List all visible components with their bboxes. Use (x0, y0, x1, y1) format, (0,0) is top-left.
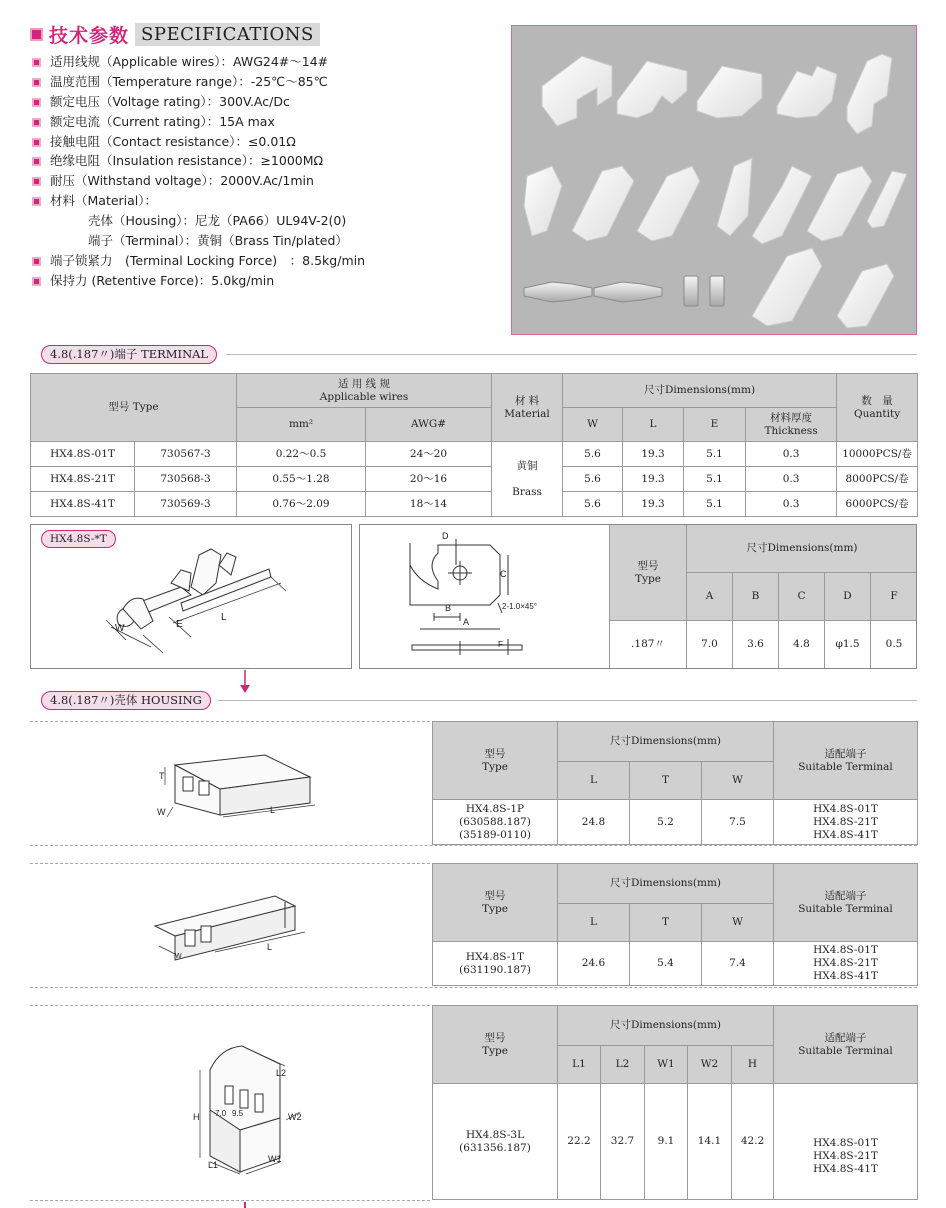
dashed-divider (30, 721, 430, 722)
col-header-suitable: 适配端子 Suitable Terminal (774, 864, 918, 942)
col-header-l: L (623, 408, 684, 442)
spec-item: 适用线规（Applicable wires）：AWG24#～14# (32, 52, 502, 72)
col-header-thickness: 材料厚度 Thickness (746, 408, 837, 442)
spec-item: 材料（Material）： (32, 191, 502, 211)
col-header-type: 型号 Type (610, 525, 687, 621)
col-header-material: 材 料 Material (492, 374, 563, 442)
material-cell: 黄铜 Brass (492, 442, 563, 517)
square-bullet-icon (32, 98, 41, 107)
square-bullet-icon (32, 118, 41, 127)
col-header-dimensions: 尺寸Dimensions(mm) (687, 525, 918, 573)
product-photo-illustration (512, 26, 916, 334)
detail-label-f: F (498, 640, 503, 649)
square-bullet-icon (32, 78, 41, 87)
svg-text:T: T (159, 771, 165, 781)
col-header-dimensions: 尺寸Dimensions(mm) (558, 1006, 774, 1046)
square-bullet-icon (32, 277, 41, 286)
svg-text:L: L (270, 805, 276, 815)
table-row: HX4.8S-21T 730568-3 0.55～1.28 20～16 5.6 19.3 5.1 0.3 8000PCS/卷 (31, 467, 918, 492)
square-bullet-icon (32, 58, 41, 67)
dashed-divider (30, 1200, 430, 1201)
svg-text:W: W (175, 953, 182, 960)
detail-label-c: C (500, 569, 507, 579)
col-header-type: 型号 Type (433, 1006, 558, 1084)
dim-label-w: W (115, 623, 125, 634)
col-header-suitable: 适配端子 Suitable Terminal (774, 722, 918, 800)
square-bullet-icon (32, 197, 41, 206)
col-header-type: 型号 Type (433, 722, 558, 800)
dashed-divider (30, 987, 917, 988)
housing-table-2: 型号 Type 尺寸Dimensions(mm) 适配端子 Suitable Terminal L T W HX4.8S-1T (631190.187) 24.6 5.4 7.4 HX4.8S-01T HX4.8S-21T HX4.8S-41T (432, 863, 918, 986)
svg-text:L: L (267, 942, 273, 952)
detail-label-b: B (445, 603, 452, 613)
svg-text:9.5: 9.5 (232, 1109, 244, 1118)
spec-title (30, 22, 320, 46)
spec-item: 额定电流（Current rating）：15A max (32, 112, 502, 132)
table-row: .187〃 7.0 3.6 4.8 φ1.5 0.5 (610, 621, 918, 669)
col-header-dimensions: 尺寸Dimensions(mm) (563, 374, 837, 408)
col-header-awg: AWG# (366, 408, 492, 442)
detail-label-d: D (442, 531, 449, 541)
col-header-type: 型号 Type (31, 374, 237, 442)
dashed-divider (30, 863, 430, 864)
down-arrow-icon (239, 670, 251, 694)
housing-drawing-3 (180, 1040, 330, 1175)
col-header-suitable: 适配端子 Suitable Terminal (774, 1006, 918, 1084)
spec-item: 端子锁紧力 (Terminal Locking Force) ：8.5kg/min (32, 251, 502, 271)
spec-title-en: SPECIFICATIONS (135, 23, 320, 46)
square-bullet-icon (32, 177, 41, 186)
col-header-w: W (563, 408, 623, 442)
square-bullet-icon (32, 138, 41, 147)
dim-label-l: L (221, 612, 227, 623)
col-header-type: 型号 Type (433, 864, 558, 942)
spec-material-terminal: 端子（Terminal）：黄铜（Brass Tin/plated） (88, 233, 348, 249)
housing-drawing-1 (145, 745, 330, 820)
product-photo (511, 25, 917, 335)
square-bullet-icon (32, 157, 41, 166)
svg-text:L1: L1 (208, 1160, 219, 1170)
spec-list (32, 52, 502, 291)
terminal-drawing-tag: HX4.8S-*T (41, 530, 116, 548)
terminal-table (30, 373, 918, 517)
housing-drawing-2 (145, 888, 330, 963)
col-header-mm: mm² (237, 408, 366, 442)
col-header-dimensions: 尺寸Dimensions(mm) (558, 722, 774, 762)
square-bullet-icon (32, 257, 41, 266)
table-row: HX4.8S-1P (630588.187) (35189-0110) 24.8 5.2 7.5 HX4.8S-01T HX4.8S-21T HX4.8S-41T (433, 800, 918, 845)
down-arrow-stub (244, 1202, 246, 1208)
spec-item: 温度范围（Temperature range）：-25℃～85℃ (32, 72, 502, 92)
spec-item: 接触电阻（Contact resistance）：≤0.01Ω (32, 132, 502, 152)
spec-item: 耐压（Withstand voltage）：2000V.Ac/1min (32, 171, 502, 191)
housing-table-3: 型号 Type 尺寸Dimensions(mm) 适配端子 Suitable Terminal L1 L2 W1 W2 H HX4.8S-3L (631356.187) 22.2 32.7 9.1 14.1 42.2 HX4.8S-01T HX4.8S-21T HX4.8S-41T (432, 1005, 918, 1200)
spec-item: 额定电压（Voltage rating）：300V.Ac/Dc (32, 92, 502, 112)
col-header-wires: 适 用 线 规 Applicable wires (237, 374, 492, 408)
spec-material-housing: 壳体（Housing）：尼龙（PA66）UL94V-2(0) (88, 213, 347, 229)
svg-text:7.0: 7.0 (215, 1109, 227, 1118)
col-header-quantity: 数 量 Quantity (837, 374, 918, 442)
dashed-divider (30, 845, 917, 846)
terminal-section-label: 4.8(.187〃)端子 TERMINAL (41, 345, 217, 364)
svg-text:W1: W1 (268, 1154, 282, 1164)
dashed-divider (30, 1005, 430, 1006)
section-divider (226, 354, 917, 355)
svg-text:W: W (157, 807, 166, 817)
terminal-detail-box (359, 524, 917, 669)
table-row: HX4.8S-3L (631356.187) 22.2 32.7 9.1 14.1 42.2 HX4.8S-01T HX4.8S-21T HX4.8S-41T (433, 1084, 918, 1200)
spec-item: 绝缘电阻（Insulation resistance）：≥1000MΩ (32, 151, 502, 171)
section-divider (218, 700, 917, 701)
dim-label-e: E (176, 619, 183, 630)
table-row: HX4.8S-41T 730569-3 0.76～2.09 18～14 5.6 19.3 5.1 0.3 6000PCS/卷 (31, 492, 918, 517)
table-row: HX4.8S-01T 730567-3 0.22～0.5 24～20 黄铜 Brass 5.6 19.3 5.1 0.3 10000PCS/卷 (31, 442, 918, 467)
spec-title-cn: 技术参数 (49, 24, 130, 47)
col-header-e: E (684, 408, 746, 442)
housing-section-label: 4.8(.187〃)壳体 HOUSING (41, 691, 211, 710)
terminal-dimension-table: 型号 Type 尺寸Dimensions(mm) A B C D F .187〃 7.0 3.6 4.8 φ1.5 0.5 (609, 524, 917, 669)
square-bullet-icon (30, 28, 43, 41)
terminal-detail-drawing (360, 525, 610, 668)
table-row: HX4.8S-1T (631190.187) 24.6 5.4 7.4 HX4.8S-01T HX4.8S-21T HX4.8S-41T (433, 942, 918, 986)
svg-text:W2: W2 (288, 1112, 302, 1122)
detail-label-a: A (463, 617, 470, 627)
svg-text:H: H (193, 1112, 200, 1122)
svg-text:L2: L2 (276, 1068, 287, 1078)
col-header-dimensions: 尺寸Dimensions(mm) (558, 864, 774, 904)
detail-label-chamfer: 2-1.0×45° (502, 602, 538, 611)
spec-item: 保持力 (Retentive Force)：5.0kg/min (32, 271, 502, 291)
housing-table-1: 型号 Type 尺寸Dimensions(mm) 适配端子 Suitable Terminal L T W HX4.8S-1P (630588.187) (35189-0110) 24.8 5.2 7.5 HX4.8S-01T HX4.8S-21T HX4.8S-41T (432, 721, 918, 845)
